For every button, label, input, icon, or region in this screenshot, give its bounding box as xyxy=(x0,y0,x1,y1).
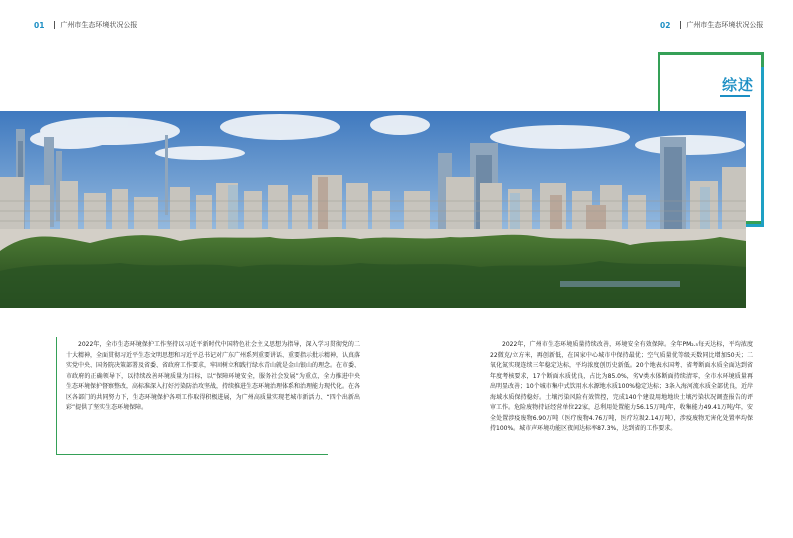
page-number-right: 02 xyxy=(660,20,671,30)
header-left xyxy=(34,18,137,32)
body-left-text: 2022年，全市生态环境保护工作坚持以习近平新时代中国特色社会主义思想为指导，深入学习贯彻党的二十大精神，全面贯彻习近平生态文明思想和习近平总书记对广东广州系列重要讲话、重要指示批示精神，认真落实党中央、国务院决策部署及省委、省政府工作要求，牢固树立和践行绿水青山就是金山银山的理念。在市委、市政府的正确领导下，以持续改善环境质量为目标，以“保障环境安全，服务社会发展”为重点，全力推进中央生态环境保护督察整改，高标准深入打好污染防治攻坚战，持续推进生态环境治理体系和治理能力现代化。在各区各部门的共同努力下，生态环境保护各项工作取得积极进展，为广州高质量实现老城市新活力、“四个出新出彩”提供了坚实生态环境保障。 xyxy=(66,341,361,411)
summary-paragraph-left xyxy=(66,340,360,414)
header-title-left: 广州市生态环境状况公报 xyxy=(60,21,138,29)
summary-paragraph-right xyxy=(490,340,753,435)
section-title-underline xyxy=(720,95,750,97)
header-title-right: 广州市生态环境状况公报 xyxy=(686,21,764,29)
page-number-left: 01 xyxy=(34,20,45,30)
section-title: 综述 xyxy=(721,76,754,94)
header-divider-right xyxy=(680,21,681,29)
header-divider-left xyxy=(54,21,55,29)
body-right-text: 2022年，广州市生态环境质量持续改善，环境安全有效保障。全年PM₂.₅每天达标，平均浓度22微克/立方米，再创新低，在国家中心城市中保持最优；空气质量优等级天数同比增加50天；二氧化氮实现连续三年稳定达标，平均浓度创历史新低。20个地表水国考、省考断面水质全面达到省年度考核要求，17个断面水质优良，占比为85.0%，劣V类水体断面持续清零，全市水环境质量再出明显改善；10个城市集中式饮用水水源地水质100%稳定达标；3条入海河流水质全部优良，近岸海域水质保持稳好。土壤污染风险有效管控，完成140个建设用地地块土壤污染状况调查报告的评审工作。危险废物持证经营单位22家，总利用处置能力56.15万吨/年，收集能力49.41万吨/年，安全处置涉疫废物6.90万吨（医疗废物4.76万吨，医疗垃圾2.14万吨），涉疫废物无害化处置率均保持100%。城市声环境功能区夜间达标率87.3%，达到省的工作要求。 xyxy=(490,341,753,432)
city-skyline-photo xyxy=(0,111,746,308)
header-right xyxy=(660,18,763,32)
